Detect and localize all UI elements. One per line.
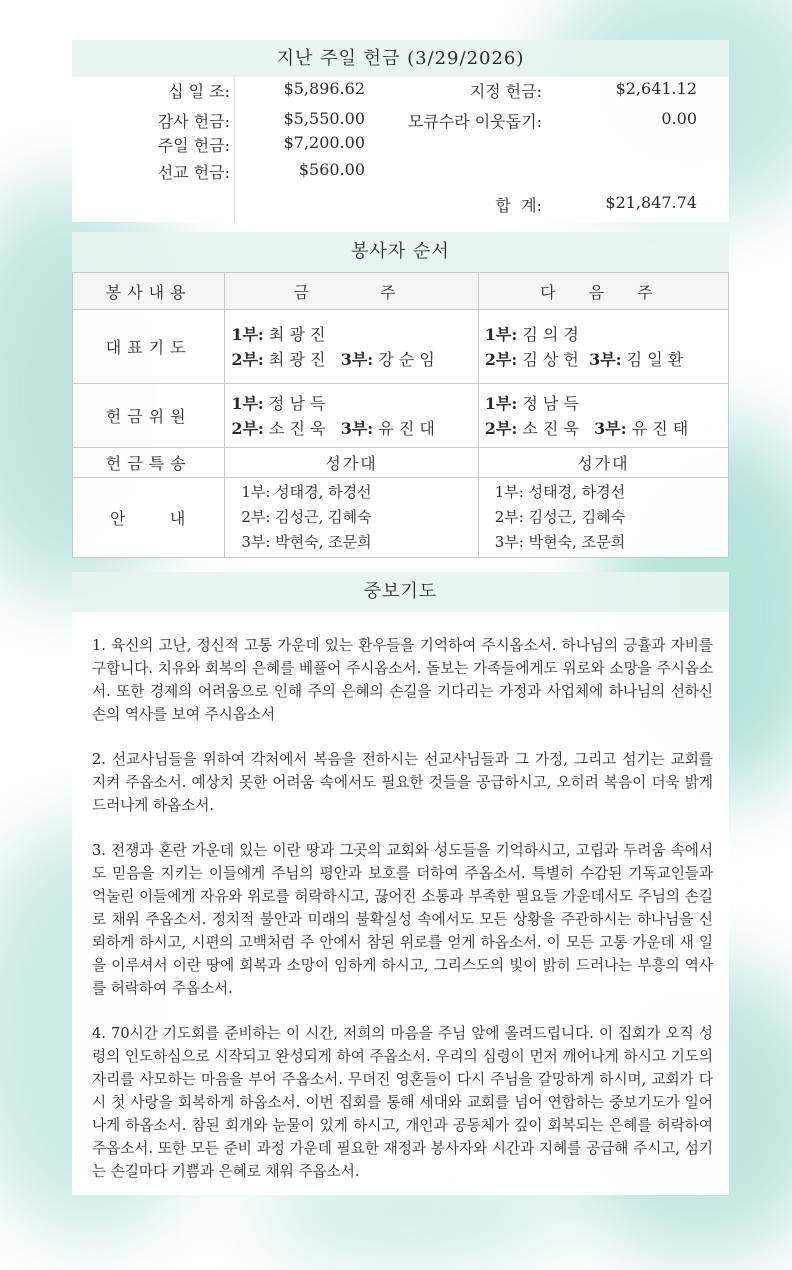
- designated-label: 지정 헌금:: [469, 82, 542, 101]
- total-value: $21,847.74: [605, 193, 697, 212]
- prayer-paragraph: 3. 전쟁과 혼란 가운데 있는 이란 땅과 그곳의 교회와 성도들을 기억하시고, 고립과 두려움 속에서도 믿음을 지키는 이들에게 주님의 평안과 보호를 더하여 주옵소서. 특별히 수감된 기독교인들과 억눌린 이들에게 자유와 위로를 허락하시고, 끊어진 소통과 부족한 필요들 가운데서도 주님의 손길로 채워 주옵소서. 정치적 불안과 미래의 불확실성 속에서도 모든 상황을 주관하시는 하나님을 신뢰하게 하시고, 시편의 고백처럼 주 안에서 참된 위로를 얻게 하옵소서. 이 모든 고통 가운데 새 일을 이루셔서 이란 땅에 회복과 소망이 임하게 하시고, 그리스도의 빛이 밝히 드러나는 부흥의 역사를 허락하여 주옵소서.: [92, 842, 713, 997]
- table-row: [73, 310, 729, 384]
- col-header-role: 봉사내용: [73, 273, 225, 310]
- volunteers-table: [72, 272, 729, 558]
- role-cell: 안 내: [73, 478, 225, 558]
- this-week-cell: 1부: 정 남 득 2부: 소 진 욱 3부: 유 진 대: [225, 384, 478, 448]
- this-week-cell: 1부: 최 광 진 2부: 최 광 진 3부: 강 순 임: [225, 310, 478, 384]
- volunteers-header: 봉사자 순서: [72, 232, 729, 272]
- table-row: [73, 478, 729, 558]
- prayer-paragraph: 2. 선교사님들을 위하여 각처에서 복음을 전하시는 선교사님들과 그 가정, 그리고 섬기는 교회를 지켜 주옵소서. 예상치 못한 어려움 속에서도 필요한 것들을 공급하시고, 오히려 복음이 더욱 밝게 드러나게 하옵소서.: [92, 751, 713, 814]
- prayer-paragraph: 4. 70시간 기도회를 준비하는 이 시간, 저희의 마음을 주님 앞에 올려드립니다. 이 집회가 오직 성령의 인도하심으로 시작되고 완성되게 하여 주옵소서. 우리의 심령이 먼저 깨어나게 하시고 기도의 자리를 사모하는 마음을 부어 주옵소서. 무뎌진 영혼들이 다시 주님을 갈망하게 하시며, 교회가 다시 첫 사랑을 회복하게 하옵소서. 이번 집회를 통해 세대와 교회를 넘어 연합하는 중보기도가 일어나게 하옵소서. 참된 회개와 눈물이 있게 하시고, 개인과 공동체가 깊이 회복되는 은혜를 허락하여 주옵소서. 또한 모든 준비 과정 가운데 필요한 재정과 봉사자와 시간과 지혜를 공급해 주시고, 섬기는 손길마다 기쁨과 은혜로 채워 주옵소서.: [92, 1025, 713, 1180]
- thanks-value: $5,550.00: [283, 109, 365, 128]
- table-row: [73, 384, 729, 448]
- next-week-cell: 1부: 성태경, 하경선 2부: 김성근, 김혜숙 3부: 박현숙, 조문희: [478, 478, 728, 558]
- designated-value: $2,641.12: [615, 79, 697, 98]
- tithe-label: 십 일 조:: [168, 82, 230, 101]
- col-header-next-week: 다 음 주: [478, 273, 728, 310]
- offering-divider: [234, 77, 235, 222]
- prayer-paragraph: 1. 육신의 고난, 정신적 고통 가운데 있는 환우들을 기억하여 주시옵소서. 하나님의 긍휼과 자비를 구합니다. 치유와 회복의 은혜를 베풀어 주시옵소서. 돌보는 가족들에게도 위로와 소망을 주시옵소서. 또한 경제의 어려움으로 인해 주의 은혜의 손길을 기다리는 가정과 사업체에 하나님의 선하신 손의 역사를 보여 주시옵소서: [92, 637, 713, 723]
- role-cell: 대표기도: [73, 310, 225, 384]
- tithe-value: $5,896.62: [283, 79, 365, 98]
- next-week-cell: 1부: 김 의 경 2부: 김 상 헌 3부: 김 일 환: [478, 310, 728, 384]
- this-week-cell: 1부: 성태경, 하경선 2부: 김성근, 김혜숙 3부: 박현숙, 조문희: [225, 478, 478, 558]
- offering-header: 지난 주일 헌금 (3/29/2026): [72, 40, 729, 77]
- mission-value: $560.00: [298, 160, 365, 179]
- role-cell: 헌금특송: [73, 448, 225, 478]
- col-header-this-week: 금 주: [225, 273, 478, 310]
- bulletin-page: [72, 40, 729, 1195]
- next-week-cell: 성가대: [478, 448, 728, 478]
- table-header-row: [73, 273, 729, 310]
- sunday-label: 주일 헌금:: [157, 136, 230, 155]
- total-label: 합 계:: [495, 196, 542, 215]
- table-row: [73, 448, 729, 478]
- this-week-cell: 성가대: [225, 448, 478, 478]
- neighbor-label: 모큐수라 이웃돕기:: [407, 112, 542, 131]
- prayer-header: 중보기도: [72, 572, 729, 612]
- role-cell: 헌금위원: [73, 384, 225, 448]
- prayer-section: [72, 612, 729, 1195]
- neighbor-value: 0.00: [661, 109, 697, 128]
- offering-section: [72, 77, 729, 222]
- next-week-cell: 1부: 정 남 득 2부: 소 진 욱 3부: 유 진 태: [478, 384, 728, 448]
- mission-label: 선교 헌금:: [157, 163, 230, 182]
- thanks-label: 감사 헌금:: [157, 112, 230, 131]
- sunday-value: $7,200.00: [283, 133, 365, 152]
